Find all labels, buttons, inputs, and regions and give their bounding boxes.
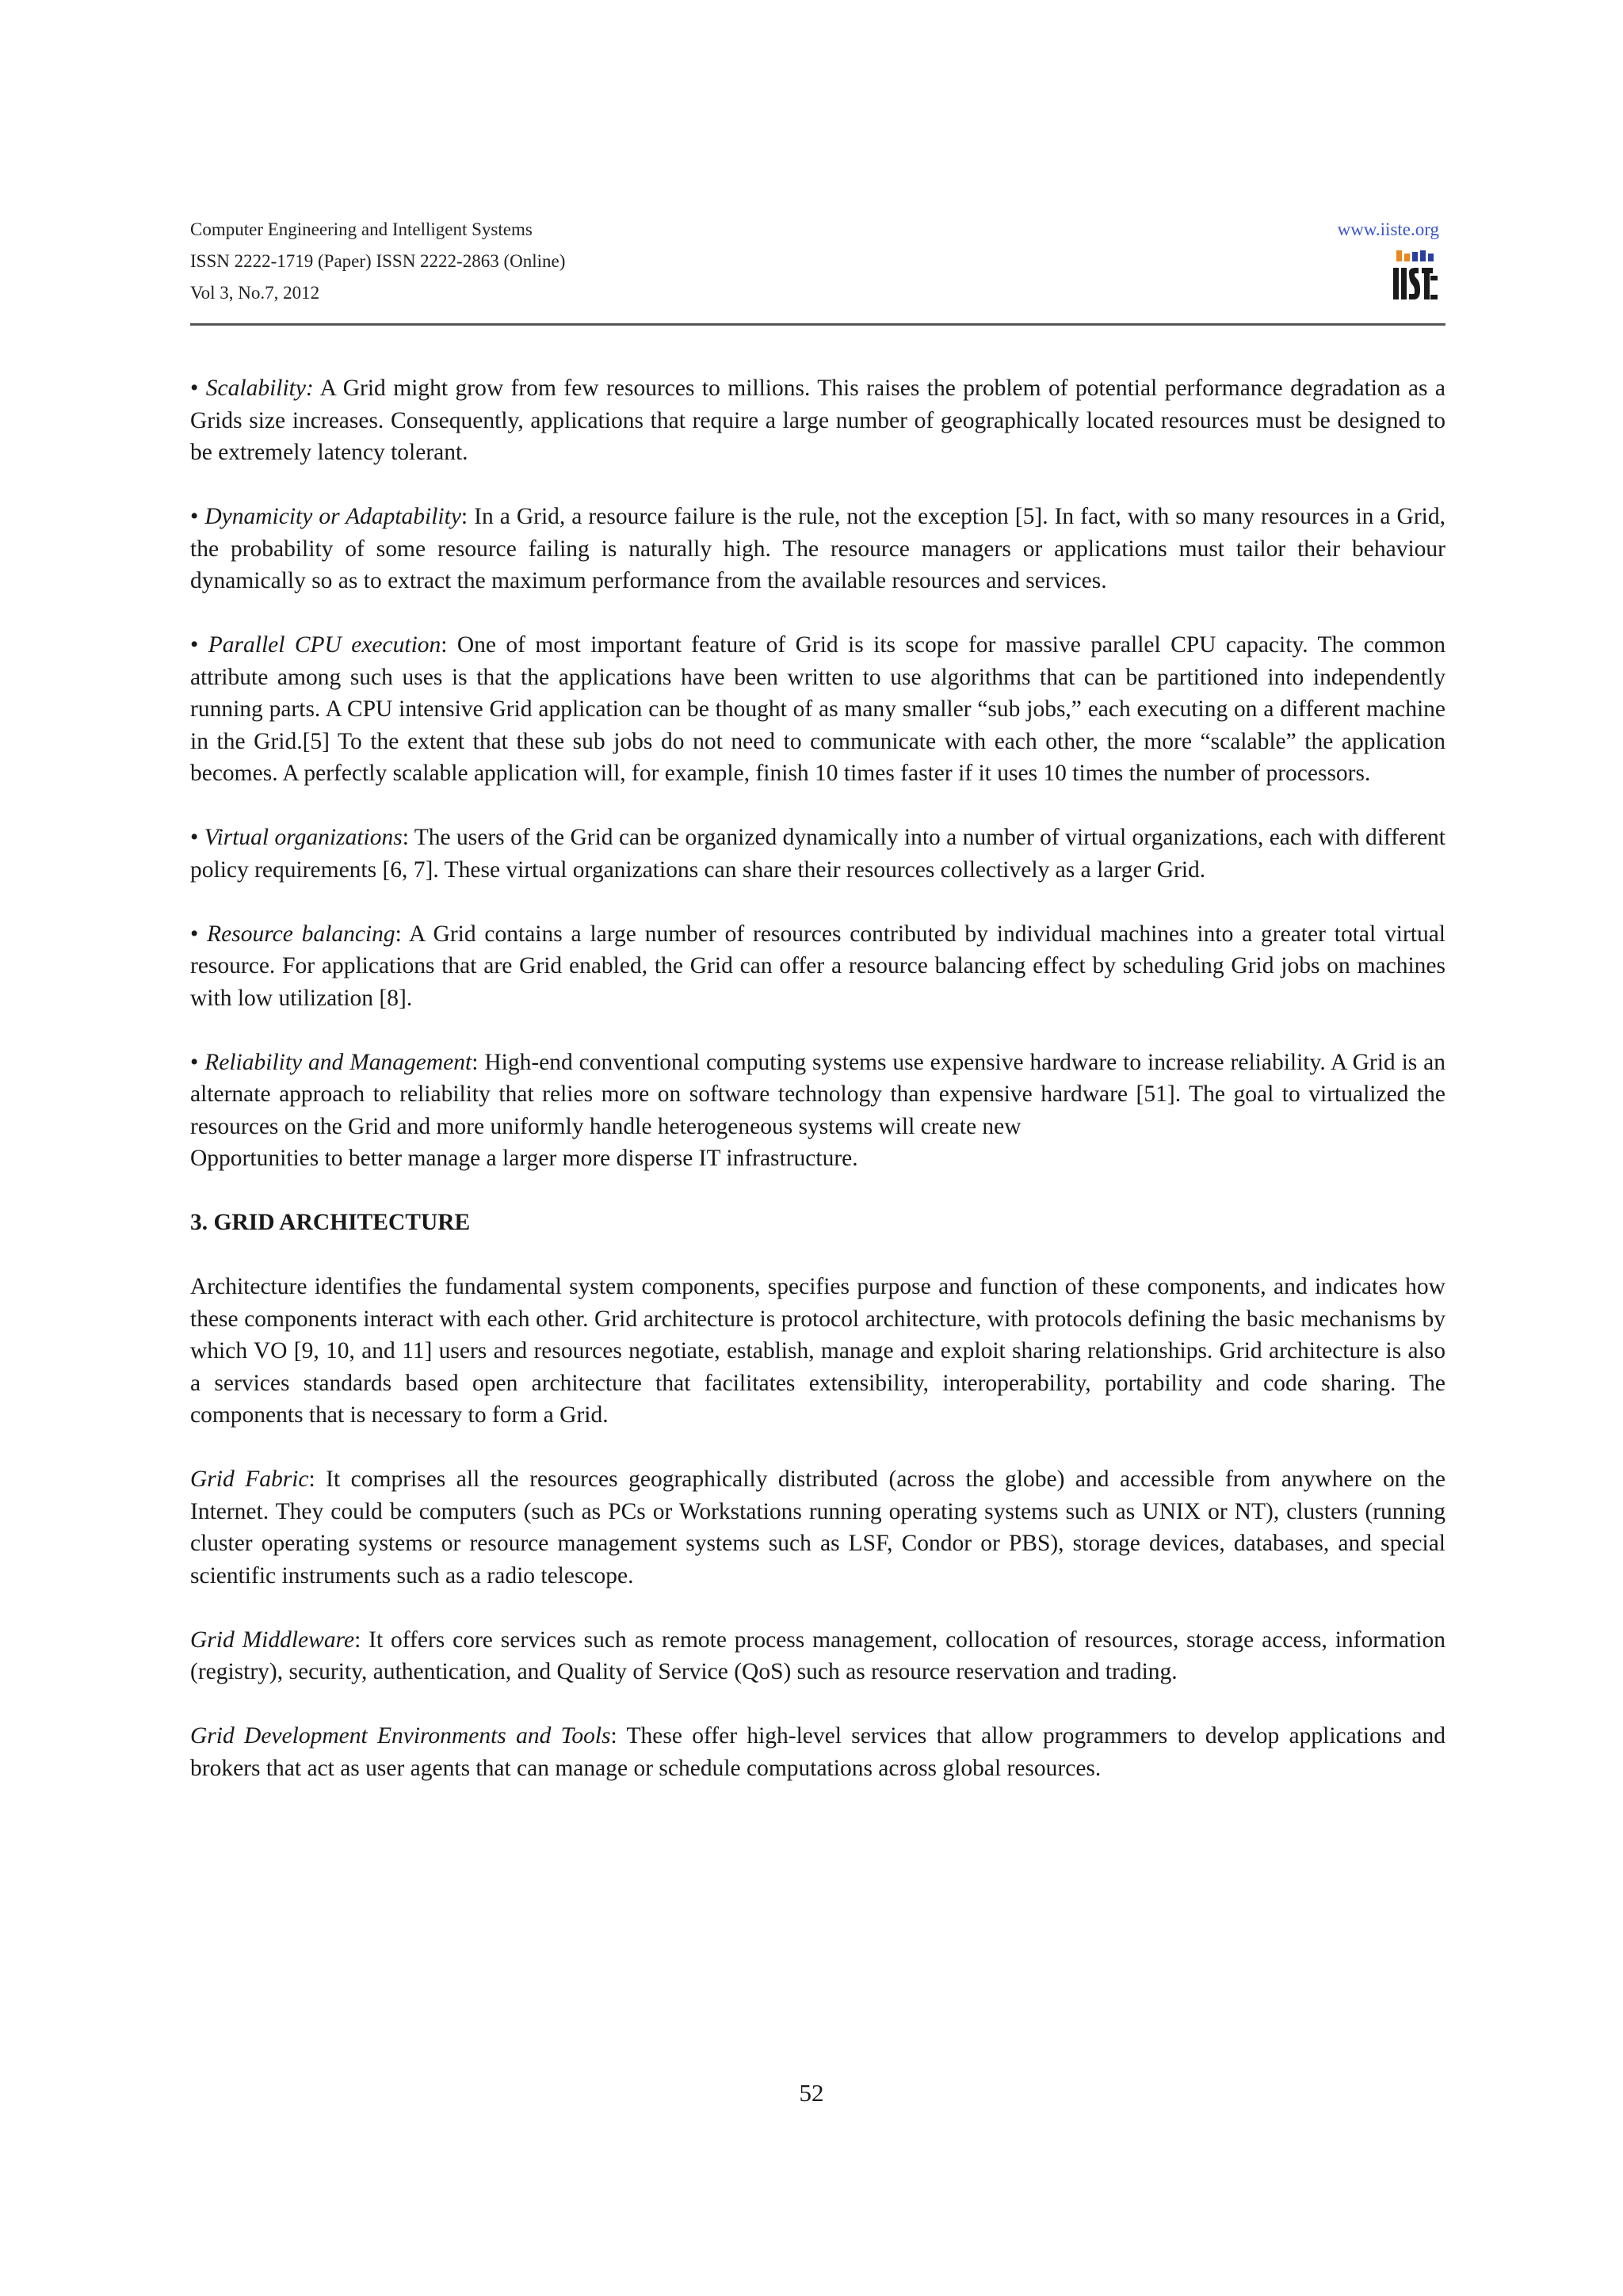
component-grid-dev-tools: [190, 1720, 1445, 1784]
component-text: : These offer high-level services that allow programmers to develop applications and brokers that act as user agents that can manage or schedule computations across global resources.: [190, 1723, 1446, 1781]
term-parallel-cpu: Parallel CPU execution: [208, 632, 441, 658]
iiste-logo-icon: [1392, 249, 1439, 303]
term-grid-middleware: Grid Middleware: [190, 1627, 355, 1653]
bullet-marker: •: [190, 632, 208, 658]
bullet-reliability: [190, 1047, 1445, 1143]
term-scalability: Scalability:: [205, 376, 314, 401]
term-reliability: Reliability and Management: [204, 1049, 472, 1075]
bullet-scalability: [190, 372, 1445, 469]
component-text: : It comprises all the resources geographically distributed (across the globe) and accessible from anywhere on the Internet. They could be computers (such as PCs or Workstations running operating systems such as UNIX or NT), clusters (running cluster operating systems or resource management systems such as LSF, Condor or PBS), storage devices, databases, and special scientific instruments such as a radio telescope.: [190, 1466, 1445, 1589]
term-virtual-organizations: Virtual organizations: [204, 825, 403, 850]
component-grid-middleware: [190, 1624, 1445, 1688]
section-intro: Architecture identifies the fundamental system components, specifies purpose and function of these components, and indicates how these components interact with each other. Grid architecture is protocol architecture, with protocols defining the basic mechanisms by which VO [9, 10, and 11] users and resources negotiate, establish, manage and exploit sharing relationships. Grid architecture is also a services standards based open architecture that facilitates extensibility, interoperability, portability and code sharing. The components that is necessary to form a Grid.: [190, 1274, 1445, 1428]
bullet-text: : A Grid contains a large number of resources contributed by individual machines into a greater total virtual resource. For applications that are Grid enabled, the Grid can offer a resource balancing effect by scheduling Grid jobs on machines with low utilization [8].: [190, 921, 1446, 1011]
term-grid-fabric: Grid Fabric: [190, 1466, 309, 1492]
bullet-text: : One of most important feature of Grid is its scope for massive parallel CPU capacity. The common attribute among such uses is that the applications have been written to use algorithms that can be partitioned into independently running parts. A CPU intensive Grid application can be thought of as many smaller “sub jobs,” each executing on a different machine in the Grid.[5] To the extent that these sub jobs do not need to communicate with each other, the more “scalable” the application becomes. A perfectly scalable application will, for example, finish 10 times faster if it uses 10 times the number of processors.: [190, 632, 1445, 786]
bullet-text: : The users of the Grid can be organized dynamically into a number of virtual organizations, each with different policy requirements [6, 7]. These virtual organizations can share their resources collectively as a larger Grid.: [190, 825, 1446, 883]
bullet-text: : In a Grid, a resource failure is the rule, not the exception [5]. In fact, with so many resources in a Grid, the probability of some resource failing is naturally high. The resource managers or applications must tailor their behaviour dynamically so as to extract the maximum performance from the available resources and services.: [190, 504, 1445, 593]
continuation-line: Opportunities to better manage a larger more disperse IT infrastructure.: [190, 1146, 858, 1171]
journal-volume: Vol 3, No.7, 2012: [190, 283, 320, 303]
bullet-marker: •: [190, 825, 204, 850]
main-content: [190, 372, 1445, 1817]
component-grid-fabric: [190, 1463, 1445, 1592]
bullet-text: A Grid might grow from few resources to millions. This raises the problem of potential performance degradation as a Grids size increases. Consequently, applications that require a large number of geographically located resources must be designed to be extremely latency tolerant.: [190, 376, 1445, 465]
bullet-dynamicity: [190, 501, 1445, 597]
bullet-marker: •: [190, 1049, 205, 1075]
header-divider: [190, 323, 1445, 326]
component-text: : It offers core services such as remote process management, collocation of resources, storage access, information (registry), security, authentication, and Quality of Service (QoS) such as resource reservation and trading.: [190, 1627, 1445, 1684]
journal-header: [190, 214, 1445, 325]
bullet-text: : High-end conventional computing systems use expensive hardware to increase reliability. A Grid is an alternate approach to reliability that relies more on software technology than expensive hardware [51]. The goal to virtualized the resources on the Grid and more uniformly handle heterogeneous systems will create new: [190, 1049, 1445, 1139]
journal-issn: ISSN 2222-1719 (Paper) ISSN 2222-2863 (Online): [190, 251, 566, 271]
bullet-resource-balancing: [190, 918, 1445, 1015]
term-grid-dev-tools: Grid Development Environments and Tools: [190, 1723, 611, 1749]
page-number: 52: [799, 2079, 824, 2107]
bullet-virtual-organizations: [190, 822, 1445, 886]
term-dynamicity: Dynamicity or Adaptability: [204, 504, 461, 529]
bullet-marker: •: [190, 504, 205, 529]
section-heading: 3. GRID ARCHITECTURE: [190, 1210, 471, 1235]
bullet-marker: •: [190, 921, 208, 947]
bullet-parallel-cpu: [190, 629, 1445, 790]
term-resource-balancing: Resource balancing: [207, 921, 395, 947]
bullet-marker: •: [190, 376, 206, 401]
journal-url-link[interactable]: www.iiste.org: [1337, 219, 1439, 239]
journal-title: Computer Engineering and Intelligent Systems: [190, 219, 533, 239]
